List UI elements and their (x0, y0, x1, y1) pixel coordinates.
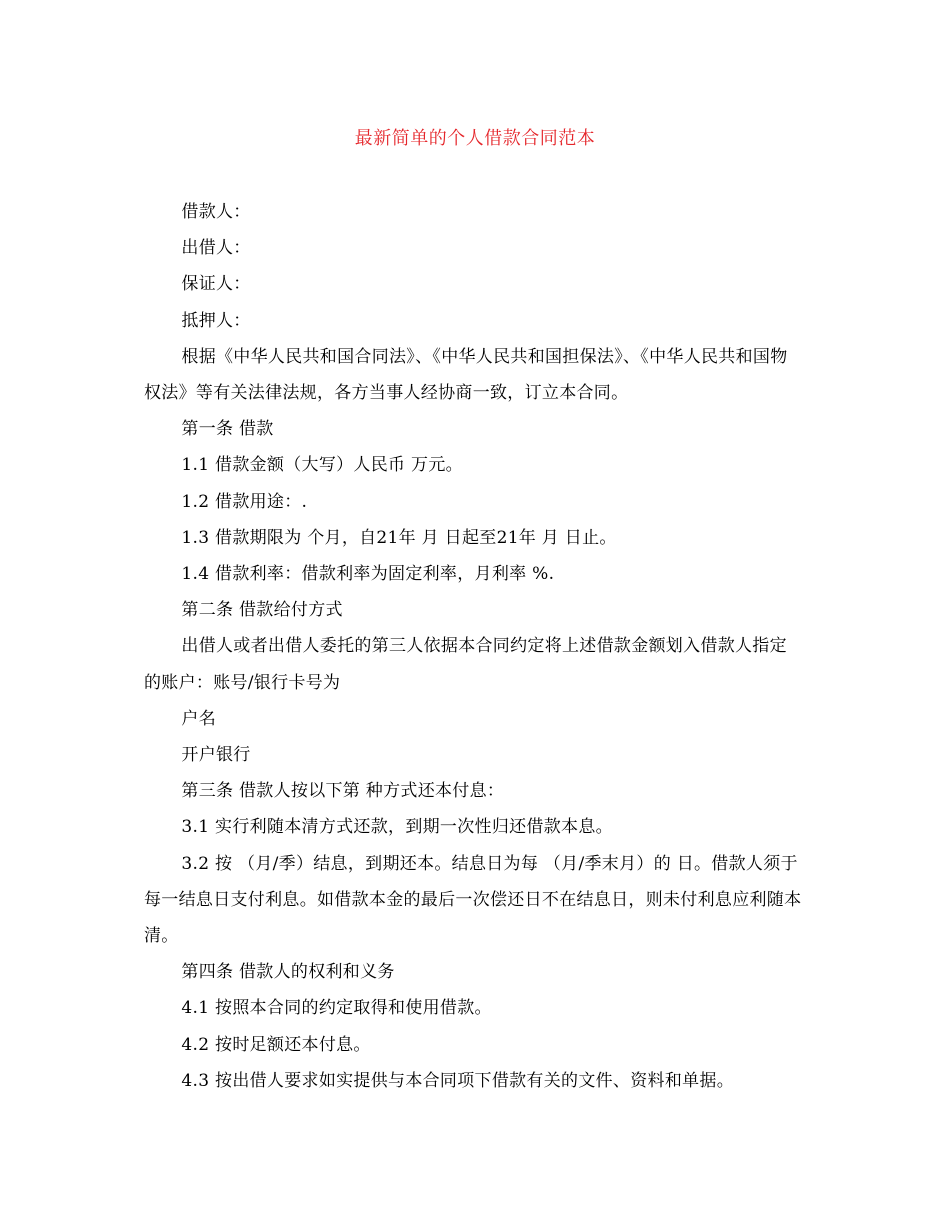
section-heading-4: 第四条 借款人的权利和义务 (181, 962, 395, 983)
paragraph-mortgagor: 抵押人： (181, 310, 251, 331)
paragraph-bank: 开户银行 (181, 745, 251, 766)
paragraph-legal-basis: 根据《中华人民共和国合同法》、《中华人民共和国担保法》、《中华人民共和国物权法》等有关法律法规，各方当事人经协商一致，订立本合同。 (144, 346, 788, 404)
clause-3-2: 3.2 按 （月/季）结息，到期还本。结息日为每 （月/季末月）的 日。借款人须于每一结息日支付利息。如借款本金的最后一次偿还日不在结息日，则未付利息应利随本清。 (144, 853, 802, 947)
paragraph-guarantor: 保证人： (181, 274, 251, 295)
clause-1-3: 1.3 借款期限为 个月，自21年 月 日起至21年 月 日止。 (181, 527, 617, 548)
clause-1-1: 1.1 借款金额（大写）人民币 万元。 (181, 455, 463, 476)
clause-3-1: 3.1 实行利随本清方式还款，到期一次性归还借款本息。 (181, 817, 613, 838)
document-body (144, 194, 804, 1099)
document-title: 最新简单的个人借款合同范本 (354, 128, 596, 149)
clause-1-4: 1.4 借款利率：借款利率为固定利率，月利率 %. (181, 564, 555, 585)
section-heading-3: 第三条 借款人按以下第 种方式还本付息： (181, 781, 505, 802)
paragraph-account-name: 户名 (181, 708, 216, 729)
clause-4-2: 4.2 按时足额还本付息。 (181, 1034, 371, 1055)
clause-4-1: 4.1 按照本合同的约定取得和使用借款。 (181, 998, 492, 1019)
section-heading-2: 第二条 借款给付方式 (181, 600, 343, 621)
section-heading-1: 第一条 借款 (181, 419, 274, 440)
paragraph-payment-method: 出借人或者出借人委托的第三人依据本合同约定将上述借款金额划入借款人指定的账户：账号/银行卡号为 (144, 636, 787, 693)
clause-4-3: 4.3 按出借人要求如实提供与本合同项下借款有关的文件、资料和单据。 (181, 1070, 735, 1091)
paragraph-borrower: 借款人： (181, 202, 251, 222)
clause-1-2: 1.2 借款用途：. (181, 491, 308, 512)
paragraph-lender: 出借人： (181, 238, 251, 259)
